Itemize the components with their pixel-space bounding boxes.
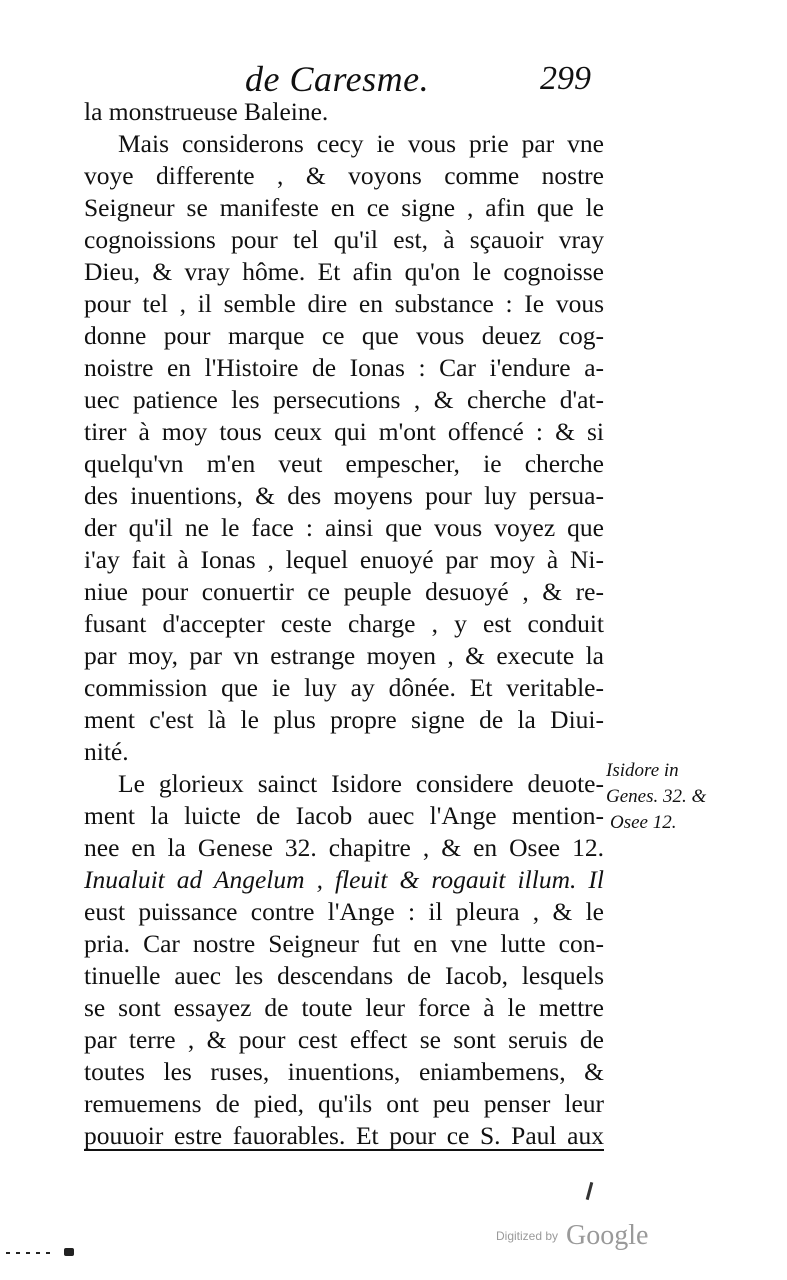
scan-edge-mark [6,1248,78,1258]
marginal-note-line: Isidore in [606,760,679,781]
stray-ink-mark [586,1182,594,1200]
marginal-note-line: Genes. 32. & [606,786,707,807]
google-logo: Google [566,1220,649,1251]
text-line: eust puissance contre l'Ange : il pleura , & le [84,897,604,926]
text-line: donne pour marque ce que vous deuez cog- [84,321,604,350]
text-line: uec patience les persecutions , & cherche d'at- [84,385,604,414]
text-line: Le glorieux sainct Isidore considere deuote- [118,769,604,798]
page-number: 299 [540,60,591,97]
text-line: des inuentions, & des moyens pour luy persua- [84,481,604,510]
text-line: par terre , & pour cest effect se sont seruis de [84,1025,604,1054]
text-line: remuemens de pied, qu'ils ont peu penser leur [84,1089,604,1118]
text-line: pouuoir estre fauorables. Et pour ce S. Paul aux [84,1121,604,1150]
text-line: Dieu, & vray hôme. Et afin qu'on le cognoisse [84,257,604,286]
text-line: tirer à moy tous ceux qui m'ont offencé : & si [84,417,604,446]
text-line: quelqu'vn m'en veut empescher, ie cherche [84,449,604,478]
text-line: noistre en l'Histoire de Ionas : Car i'endure a- [84,353,604,382]
text-line: ment la luicte de Iacob auec l'Ange mention- [84,801,604,830]
digitization-watermark [496,1220,648,1252]
marginal-note-line: Osee 12. [610,812,677,833]
text-line: Seigneur se manifeste en ce signe , afin que le [84,193,604,222]
text-line: pour tel , il semble dire en substance : Ie vous [84,289,604,318]
text-line: voye differente , & voyons comme nostre [84,161,604,190]
running-head: de Caresme. [245,59,430,99]
text-line: fusant d'accepter ceste charge , y est conduit [84,609,604,638]
watermark-prefix: Digitized by [496,1229,559,1243]
text-line: ment c'est là le plus propre signe de la Diui- [84,705,604,734]
marginal-note [606,758,756,836]
text-line: niue pour conuertir ce peuple desuoyé , & re- [84,577,604,606]
latin-quotation-line: Inualuit ad Angelum , fleuit & rogauit illum. Il [84,865,604,894]
text-line: der qu'il ne le face : ainsi que vous voyez que [84,513,604,542]
text-line: cognoissions pour tel qu'il est, à sçauoir vray [84,225,604,254]
text-line: pria. Car nostre Seigneur fut en vne lutte con- [84,929,604,958]
text-line: toutes les ruses, inuentions, eniambemens, & [84,1057,604,1086]
text-line: Mais considerons cecy ie vous prie par vne [118,129,604,158]
text-line: nité. [84,737,129,766]
text-line: tinuelle auec les descendans de Iacob, lesquels [84,961,604,990]
text-line: se sont essayez de toute leur force à le mettre [84,993,604,1022]
text-line: la monstrueuse Baleine. [84,97,329,126]
body-text [84,96,604,1152]
text-line: nee en la Genese 32. chapitre , & en Osee 12. [84,833,604,862]
text-line: commission que ie luy ay dônée. Et veritable- [84,673,604,702]
text-line: par moy, par vn estrange moyen , & execute la [84,641,604,670]
text-line: i'ay fait à Ionas , lequel enuoyé par moy à Ni- [84,545,604,574]
